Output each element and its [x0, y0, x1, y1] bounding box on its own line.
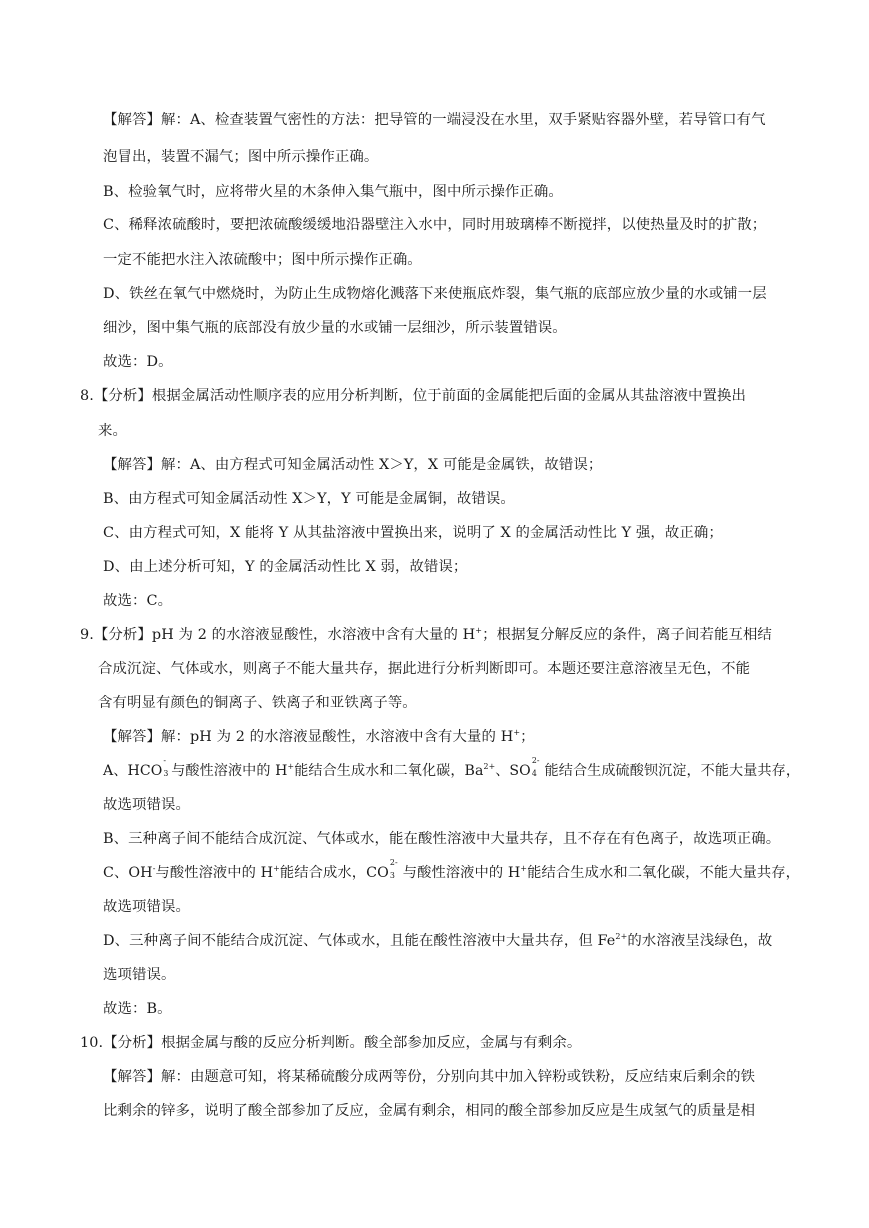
question8-analysis-line-2: 来。 — [98, 423, 127, 439]
answer7-line-7: 细沙，图中集气瓶的底部没有放少量的水或铺一层细沙，所示装置错误。 — [103, 320, 567, 336]
question9-analysis-line-1: 9.【分析】pH 为 2 的水溶液显酸性，水溶液中含有大量的 H+；根据复分解反应的条件，离子间若能互相结 — [80, 626, 772, 643]
question10-analysis: 10.【分析】根据金属与酸的反应分析判断。酸全部参加反应，金属与有剩余。 — [80, 1035, 582, 1051]
question8-conclusion: 故选：C。 — [103, 593, 173, 609]
answer7-line-5: 一定不能把水注入浓硫酸中；图中所示操作正确。 — [103, 252, 422, 268]
answer7-conclusion: 故选：D。 — [103, 354, 173, 370]
question10-answer-line-2: 比剩余的锌多，说明了酸全部参加了反应，金属有剩余，相同的酸全部参加反应是生成氢气的质量是相 — [103, 1103, 756, 1119]
answer7-line-3: B、检验氧气时，应将带火星的木条伸入集气瓶中，图中所示操作正确。 — [103, 184, 563, 200]
question9-analysis-line-2: 合成沉淀、气体或水，则离子不能大量共存，据此进行分析判断即可。本题还要注意溶液呈无色，不能 — [98, 661, 751, 677]
question10-answer-line-1: 【解答】解：由题意可知，将某稀硫酸分成两等份，分别向其中加入锌粉或铁粉，反应结束后剩余的铁 — [103, 1069, 756, 1085]
question9-option-a-line-1: A、HCO - 3 与酸性溶液中的 H+能结合生成水和二氧化碳，$Ba^{2+}$、SO 2- 4 能结合生成硫酸钡沉淀，不能大量共存， — [103, 756, 801, 779]
question8-answer-line-4: D、由上述分析可知，Y 的金属活动性比 X 弱，故错误； — [103, 559, 468, 575]
question8-answer-line-3: C、由方程式可知，X 能将 Y 从其盐溶液中置换出来，说明了 X 的金属活动性比 Y 强，故正确； — [103, 525, 723, 541]
answer7-line-2: 泡冒出，装置不漏气；图中所示操作正确。 — [103, 149, 379, 165]
question9-answer-intro: 【解答】解：pH 为 2 的水溶液显酸性，水溶液中含有大量的 H+； — [103, 728, 535, 745]
question9-option-c-line-2: 故选项错误。 — [103, 899, 190, 915]
question8-analysis-line-1: 8.【分析】根据金属活动性顺序表的应用分析判断，位于前面的金属能把后面的金属从其盐溶液中置换出 — [80, 388, 747, 404]
question8-answer-line-1: 【解答】解：A、由方程式可知金属活动性 X＞Y，X 可能是金属铁，故错误； — [103, 457, 603, 473]
question9-option-b: B、三种离子间不能结合成沉淀、气体或水，能在酸性溶液中大量共存，且不存在有色离子，故选项正确。 — [103, 831, 781, 847]
question9-option-d-line-2: 选项错误。 — [103, 967, 176, 983]
answer7-line-1: 【解答】解：A、检查装置气密性的方法：把导管的一端浸没在水里，双手紧贴容器外壁，若导管口有气 — [103, 112, 766, 128]
question9-option-d-line-1: D、三种离子间不能结合成沉淀、气体或水，且能在酸性溶液中大量共存，但 $Fe^{2+}$的水溶液呈浅绿色，故 — [103, 932, 773, 949]
answer7-line-6: D、铁丝在氧气中燃烧时，为防止生成物熔化溅落下来使瓶底炸裂，集气瓶的底部应放少量的水或铺一层 — [103, 286, 767, 302]
question9-conclusion: 故选：B。 — [103, 1001, 172, 1017]
question9-option-a-line-2: 故选项错误。 — [103, 797, 190, 813]
answer7-line-4: C、稀释浓硫酸时，要把浓硫酸缓缓地沿器壁注入水中，同时用玻璃棒不断搅拌，以使热量及时的扩散； — [103, 217, 767, 233]
question9-analysis-line-3: 含有明显有颜色的铜离子、铁离子和亚铁离子等。 — [98, 695, 417, 711]
question9-option-c-line-1: C、OH-与酸性溶液中的 H+能结合成水，CO 2- 3 与酸性溶液中的 H+能结合生成水和二氧化碳，不能大量共存， — [103, 858, 801, 881]
question8-answer-line-2: B、由方程式可知金属活动性 X＞Y，Y 可能是金属铜，故错误。 — [103, 491, 515, 507]
